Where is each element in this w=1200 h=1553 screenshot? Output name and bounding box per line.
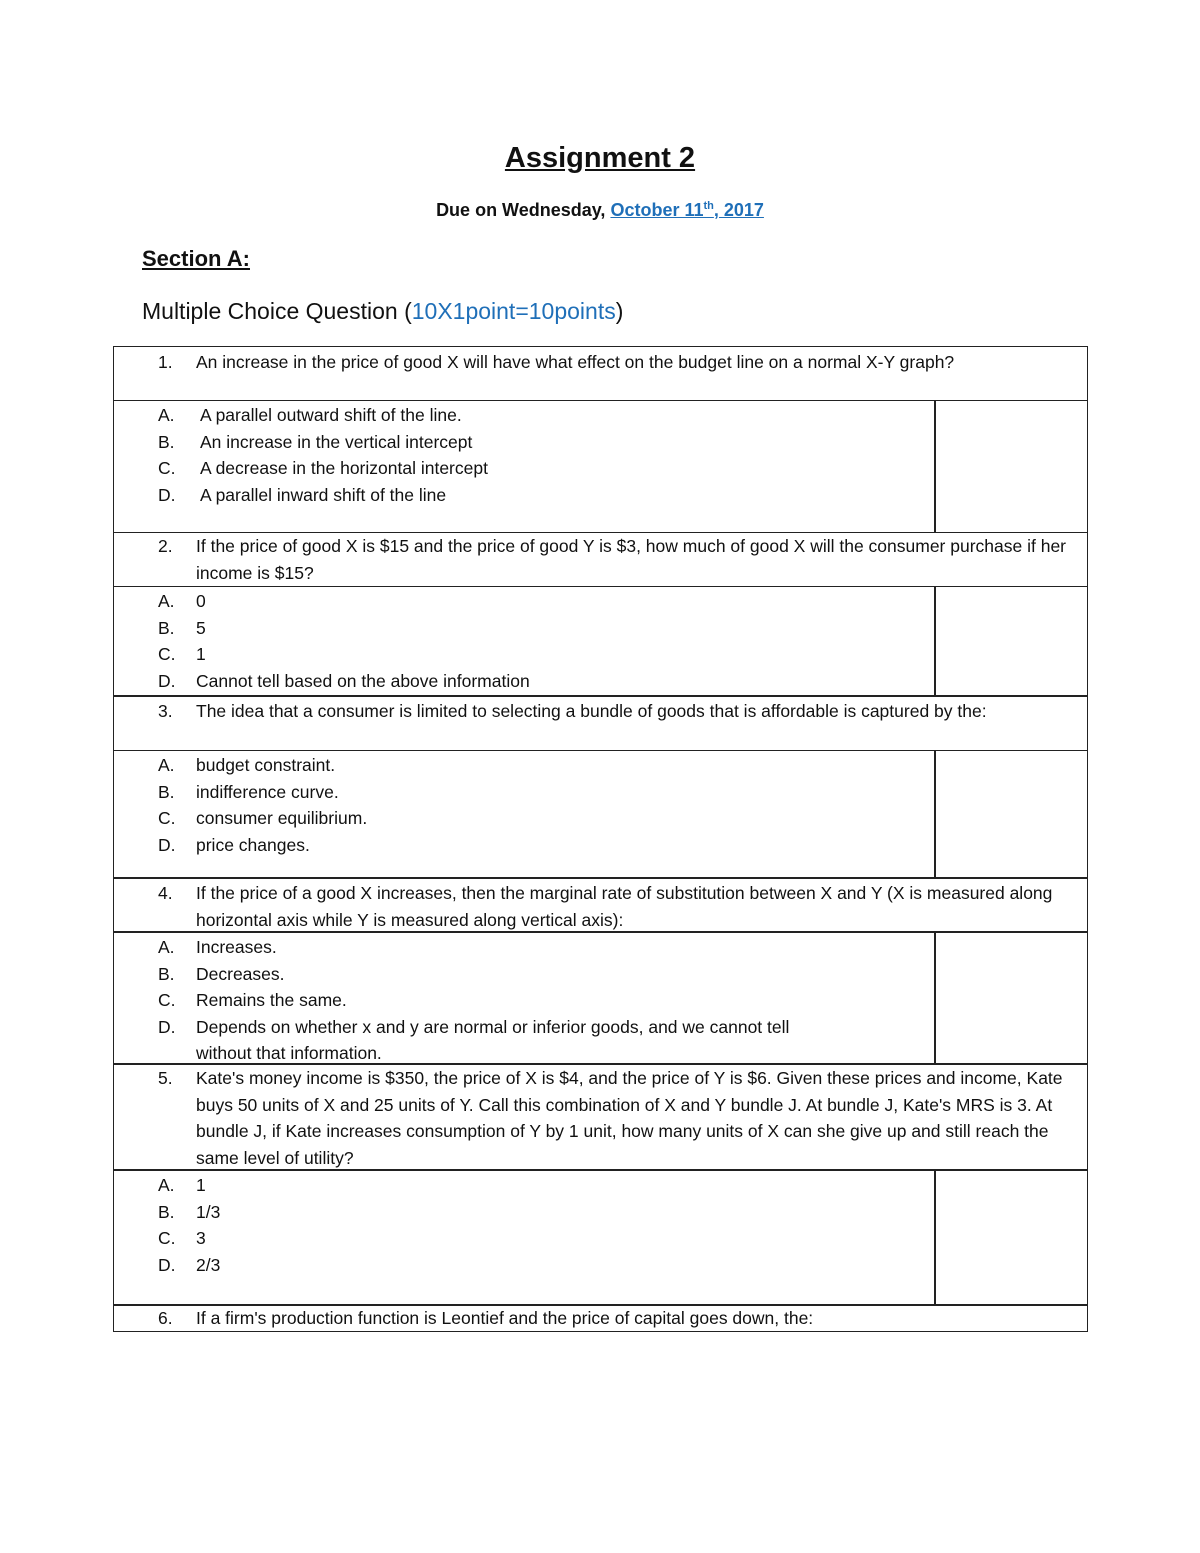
answer-box[interactable] bbox=[934, 933, 936, 1063]
question-text: The idea that a consumer is limited to selecting a bundle of goods that is affordable is captured by the: bbox=[196, 701, 987, 721]
option[interactable] bbox=[114, 588, 914, 615]
option-letter: D. bbox=[158, 1254, 176, 1275]
option-text: 1 bbox=[196, 1175, 206, 1195]
question-row bbox=[114, 347, 1087, 401]
option-list bbox=[114, 402, 914, 508]
option-letter: C. bbox=[158, 990, 176, 1010]
question-text: If the price of good X is $15 and the price of good Y is $3, how much of good X will the consumer purchase if her income is $15? bbox=[196, 536, 1067, 583]
option-letter: C. bbox=[158, 644, 176, 664]
option[interactable] bbox=[114, 779, 914, 806]
option-letter: B. bbox=[158, 431, 175, 452]
option-list bbox=[114, 752, 914, 858]
question-text: An increase in the price of good X will have what effect on the budget line on a normal X-Y graph? bbox=[196, 352, 955, 372]
option-text: indifference curve. bbox=[196, 781, 339, 802]
option[interactable] bbox=[114, 1172, 914, 1199]
option-text: 2/3 bbox=[196, 1254, 221, 1275]
question-row bbox=[114, 533, 1087, 587]
option-list bbox=[114, 1172, 914, 1278]
option-text: budget constraint. bbox=[196, 755, 336, 775]
options-row bbox=[114, 751, 1087, 879]
due-prefix: Due on Wednesday, bbox=[436, 200, 606, 220]
question-table bbox=[113, 346, 1088, 1332]
options-row bbox=[114, 587, 1087, 697]
mcq-heading bbox=[142, 298, 623, 325]
option-letter: A. bbox=[158, 755, 175, 775]
question-number: 2. bbox=[158, 536, 173, 556]
option-text: An increase in the vertical intercept bbox=[200, 431, 473, 452]
option-letter: B. bbox=[158, 617, 175, 638]
due-date-line bbox=[0, 200, 1200, 221]
question-row bbox=[114, 879, 1087, 933]
option-text: Remains the same. bbox=[196, 990, 347, 1010]
question-row bbox=[114, 697, 1087, 751]
option[interactable] bbox=[114, 429, 914, 456]
option[interactable] bbox=[114, 987, 914, 1014]
due-date-year: , 2017 bbox=[713, 200, 764, 220]
option[interactable] bbox=[114, 668, 914, 695]
option-letter: D. bbox=[158, 834, 176, 855]
due-date-main: October 11 bbox=[610, 200, 704, 220]
answer-box[interactable] bbox=[934, 587, 936, 695]
option-letter: A. bbox=[158, 937, 175, 957]
option[interactable] bbox=[114, 615, 914, 642]
option-text: A parallel outward shift of the line. bbox=[200, 405, 462, 425]
option-text: 1/3 bbox=[196, 1201, 221, 1222]
options-row bbox=[114, 1171, 1087, 1306]
option-list bbox=[114, 934, 914, 1067]
question-number: 4. bbox=[158, 883, 173, 903]
option[interactable] bbox=[114, 455, 914, 482]
question-number: 5. bbox=[158, 1068, 173, 1088]
option-letter: B. bbox=[158, 781, 175, 802]
option-letter: C. bbox=[158, 458, 176, 478]
question-text: If the price of a good X increases, then the marginal rate of substitution between X and Y (X is measured along horizontal axis while Y is measured along vertical axis): bbox=[196, 883, 1053, 930]
option-list bbox=[114, 588, 914, 694]
option[interactable] bbox=[114, 805, 914, 832]
option-text: 0 bbox=[196, 591, 206, 611]
answer-box[interactable] bbox=[934, 751, 936, 877]
question-number: 1. bbox=[158, 352, 173, 372]
option-letter: A. bbox=[158, 591, 175, 611]
option[interactable] bbox=[114, 1014, 914, 1067]
option[interactable] bbox=[114, 1225, 914, 1252]
option-text: Decreases. bbox=[196, 963, 285, 984]
option-text: Increases. bbox=[196, 937, 277, 957]
mcq-label: Multiple Choice Question ( bbox=[142, 298, 412, 324]
option-letter: D. bbox=[158, 1016, 176, 1037]
option-text: 5 bbox=[196, 617, 206, 638]
option-letter: B. bbox=[158, 1201, 175, 1222]
option-letter: B. bbox=[158, 963, 175, 984]
option[interactable] bbox=[114, 961, 914, 988]
option-text: A parallel inward shift of the line bbox=[200, 484, 447, 505]
question-text: Kate's money income is $350, the price of X is $4, and the price of Y is $6. Given these prices and income, Kate buys 50 units of X and 25 units of Y. Call this combination of X and Y bundle J. At bundle J, Kate's MRS is 3. At bundle J, if Kate increases consumption of Y by 1 unit, how many units of X can she give up and still reach the same level of utility? bbox=[196, 1068, 1063, 1168]
option-text: 3 bbox=[196, 1228, 206, 1248]
option-text: consumer equilibrium. bbox=[196, 808, 368, 828]
option[interactable] bbox=[114, 934, 914, 961]
answer-box[interactable] bbox=[934, 401, 936, 532]
section-heading: Section A: bbox=[142, 246, 250, 271]
option[interactable] bbox=[114, 482, 914, 509]
option-letter: D. bbox=[158, 484, 176, 505]
option-letter: D. bbox=[158, 670, 176, 691]
option-text: price changes. bbox=[196, 834, 310, 855]
option[interactable] bbox=[114, 832, 914, 859]
option-text: Depends on whether x and y are normal or inferior goods, and we cannot tell without that information. bbox=[196, 1016, 790, 1063]
option[interactable] bbox=[114, 752, 914, 779]
option[interactable] bbox=[114, 402, 914, 429]
options-row bbox=[114, 401, 1087, 533]
due-date-link[interactable] bbox=[610, 200, 763, 220]
option-letter: A. bbox=[158, 405, 175, 425]
question-row bbox=[114, 1065, 1087, 1171]
document-title: Assignment 2 bbox=[504, 142, 696, 174]
due-date-sup: th bbox=[703, 200, 714, 212]
question-text: If a firm's production function is Leontief and the price of capital goes down, the: bbox=[196, 1308, 814, 1328]
option-letter: C. bbox=[158, 1228, 176, 1248]
question-number: 6. bbox=[158, 1308, 173, 1328]
answer-box[interactable] bbox=[934, 1171, 936, 1304]
option-text: Cannot tell based on the above information bbox=[196, 670, 530, 691]
question-row bbox=[114, 1306, 1087, 1332]
option-letter: A. bbox=[158, 1175, 175, 1195]
mcq-points: 10X1point=10points bbox=[411, 298, 616, 324]
option[interactable] bbox=[114, 1199, 914, 1226]
option[interactable] bbox=[114, 641, 914, 668]
option-text: A decrease in the horizontal intercept bbox=[200, 458, 488, 478]
option-text: 1 bbox=[196, 644, 206, 664]
options-row bbox=[114, 933, 1087, 1065]
question-number: 3. bbox=[158, 701, 173, 721]
option[interactable] bbox=[114, 1252, 914, 1279]
option-letter: C. bbox=[158, 808, 176, 828]
mcq-close: ) bbox=[615, 298, 624, 324]
